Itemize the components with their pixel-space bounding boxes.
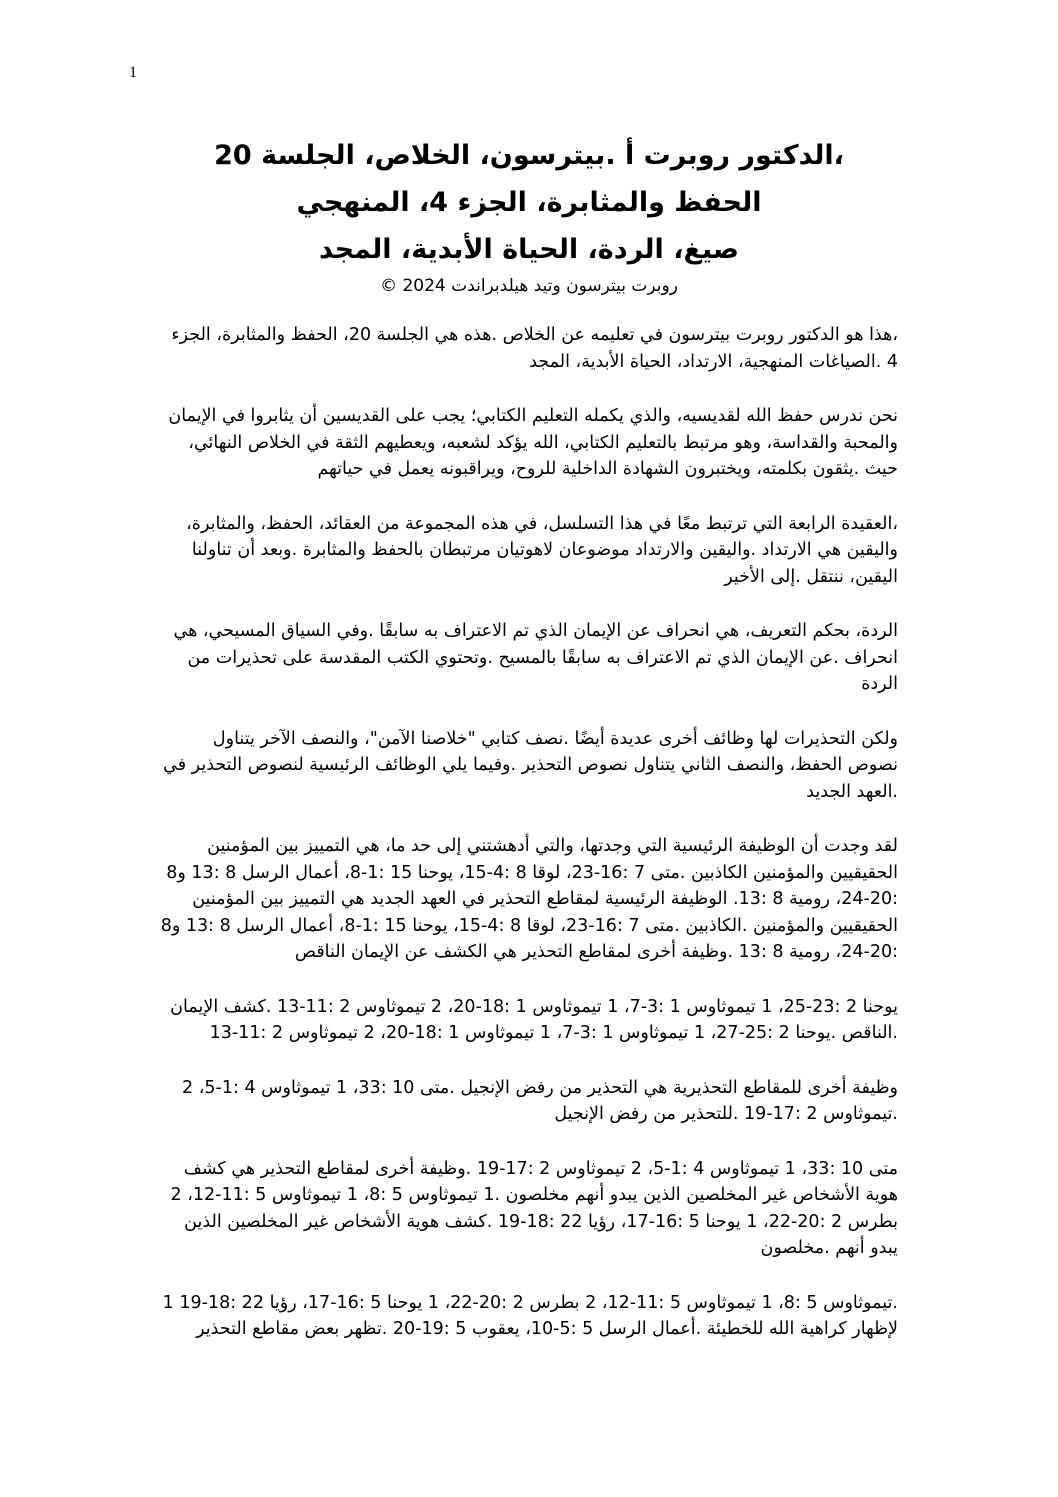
paragraph-apostasy-definition: الردة، بحكم التعريف، هي انحراف عن الإيمان الذي تم الاعتراف به سابقًا .وفي السياق المسيحي، هي انحراف .عن الإيمان الذي تم الاعتراف به سابقًا بالمسيح .وتحتوي الكتب المقدسة على تحذيرات من الردة: [173, 621, 898, 694]
document-body: [160, 322, 898, 1371]
paragraph-deficient-faith: يوحنا 2 :23-25، 1 تيموثاوس 1 :3-7، 1 تيموثاوس 1 :18-20، 2 تيموثاوس 2 :11-13 .كشف الإيمان .الناقص .يوحنا 2 :25-27، 1 تيموثاوس 1 :3-7، 1 تيموثاوس 1 :18-20، 2 تيموثاوس 2 :11-13: [170, 996, 898, 1043]
paragraph-warning-functions: ولكن التحذيرات لها وظائف أخرى عديدة أيضًا .نصف كتابي "خلاصنا الآمن"، والنصف الآخر يتناول نصوص الحفظ، والنصف الثاني يتناول نصوص التحذير .وفيما يلي الوظائف الرئيسية لنصوص التحذير في .العهد الجديد: [163, 728, 898, 802]
title-block: [130, 132, 928, 299]
title-line-1: ،الدكتور روبرت أ .بيترسون، الخلاص، الجلسة 20: [214, 140, 844, 171]
paragraph-gospel-rejection: وظيفة أخرى للمقاطع التحذيرية هي التحذير من رفض الإنجيل .متى 10 :33، 1 تيموثاوس 4 :1-5، 2 .تيموثاوس 2 :17-19 .للتحذير من رفض الإنجيل: [182, 1077, 898, 1124]
paragraph-preservation: نحن ندرس حفظ الله لقديسيه، والذي يكمله التعليم الكتابي؛ يجب على القديسين أن يثابروا في الإيمان والمحبة والقداسة، وهو مرتبط بالتعليم الكتابي، الله يؤكد لشعبه، ويعطيهم الثقة في الخلاص النهائي، حيث .يثقون بكلمته، ويختبرون الشهادة الداخلية للروح، ويراقبونه يعمل في حياتهم: [168, 406, 898, 479]
title-line-2: الحفظ والمثابرة، الجزء 4، المنهجي: [296, 187, 762, 218]
paragraph-unsaved-identity: متى 10 :33، 1 تيموثاوس 4 :1-5، 2 تيموثاوس 2 :17-19 .وظيفة أخرى لمقاطع التحذير هي كشف هوية الأشخاص غير المخلصين الذين يبدو أنهم مخلصون .1 تيموثاوس 5 :8، 1 تيموثاوس 5 :11-12، 2 بطرس 2 :20-22، 1 يوحنا 5 :16-17، رؤيا 22 :18-19 .كشف هوية الأشخاص غير المخلصين الذين يبدو أنهم .مخلصون: [170, 1158, 898, 1258]
paragraph-hatred-of-sin: .تيموثاوس 5 :8، 1 تيموثاوس 5 :11-12، 2 بطرس 2 :20-22، 1 يوحنا 5 :16-17، رؤيا 22 :18-19 1 لإظهار كراهية الله للخطيئة .أعمال الرسل 5 :5-10، يعقوب 5 :19-20 .تظهر بعض مقاطع التحذير: [162, 1292, 898, 1339]
paragraph-intro: ،هذا هو الدكتور روبرت بيترسون في تعليمه عن الخلاص .هذه هي الجلسة 20، الحفظ والمثابرة، الجزء 4 .الصياغات المنهجية، الارتداد، الحياة الأبدية، المجد: [171, 325, 898, 372]
paragraph-true-false-believers: لقد وجدت أن الوظيفة الرئيسية التي وجدتها، والتي أدهشتني إلى حد ما، هي التمييز بين المؤمنين الحقيقيين والمؤمنين الكاذبين .متى 7 :16-23، لوقا 8 :4-15، يوحنا 15 :1-8، أعمال الرسل 8 :13 و8 :20-24، رومية 8 :13. الوظيفة الرئيسية لمقاطع التحذير في العهد الجديد هي التمييز بين المؤمنين الحقيقيين والمؤمنين .الكاذبين .متى 7 :16-23، لوقا 8 :4-15، يوحنا 15 :1-8، أعمال الرسل 8 :13 و8 :20-24، رومية 8 :13 .وظيفة أخرى لمقاطع التحذير هي الكشف عن الإيمان الناقص: [160, 836, 898, 962]
paragraph-fourth-doctrine: ،العقيدة الرابعة التي ترتبط معًا في هذا التسلسل، في هذه المجموعة من العقائد، الحفظ، والمثابرة، واليقين هي الارتداد .واليقين والارتداد موضوعان لاهوتيان مرتبطان بالحفظ والمثابرة .وبعد أن تناولنا اليقين، ننتقل .إلى الأخير: [186, 513, 898, 587]
title-line-3: صيغ، الردة، الحياة الأبدية، المجد: [318, 234, 740, 265]
copyright-subtitle: روبرت بيترسون وتيد هيلدبراندت 2024 ©: [380, 276, 678, 296]
page-number: 1: [129, 64, 137, 81]
